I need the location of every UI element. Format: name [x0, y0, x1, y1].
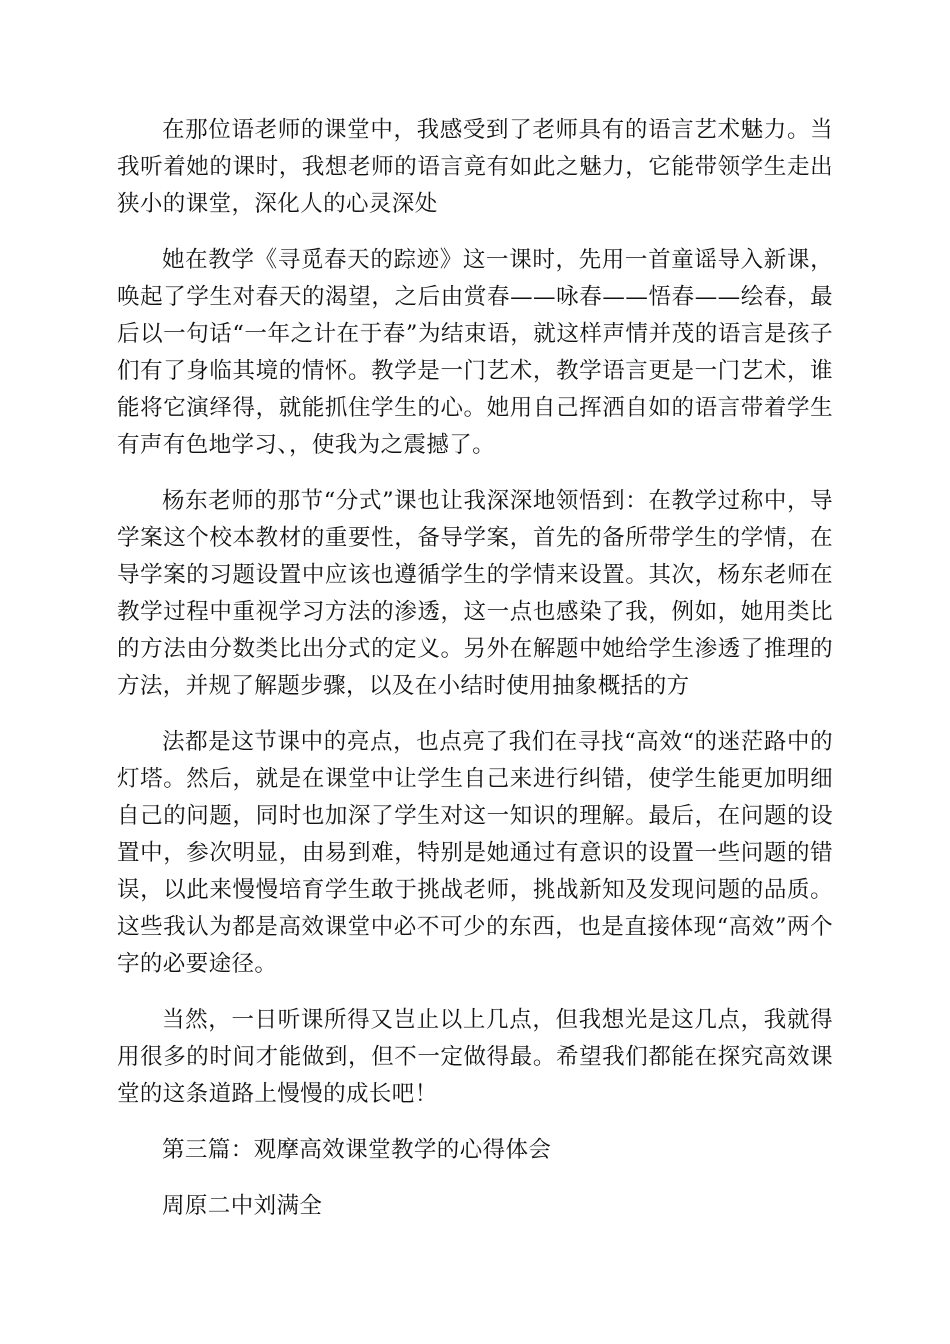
author-line: 周原二中刘满全: [162, 1193, 323, 1219]
paragraph-1: 在那位语老师的课堂中，我感受到了老师具有的语言艺术魅力。当我听着她的课时，我想老师的语言竟有如此之魅力，它能带领学生走出狭小的课堂，深化人的心灵深处: [117, 117, 833, 217]
paragraph-2: 她在教学《寻觅春天的踪迹》这一课时，先用一首童谣导入新课，唤起了学生对春天的渴望，之后由赏春——咏春——悟春——绘春，最后以一句话“一年之计在于春”为结束语，就这样声情并茂的语言是孩子们有了身临其境的情怀。教学是一门艺术，教学语言更是一门艺术，谁能将它演绎得，就能抓住学生的心。她用自己挥洒自如的语言带着学生有声有色地学习、，使我为之震撼了。: [117, 247, 833, 458]
paragraph-4: 法都是这节课中的亮点，也点亮了我们在寻找“高效“的迷茫路中的灯塔。然后，就是在课堂中让学生自己来进行纠错，使学生能更加明细自己的问题，同时也加深了学生对这一知识的理解。最后，在问题的设置中，参次明显，由易到难，特别是她通过有意识的设置一些问题的错误，以此来慢慢培育学生敢于挑战老师，挑战新知及发现问题的品质。这些我认为都是高效课堂中必不可少的东西，也是直接体现“高效”两个字的必要途径。: [117, 729, 833, 977]
paragraph-3: 杨东老师的那节“分式”课也让我深深地领悟到：在教学过称中，导学案这个校本教材的重要性，备导学案，首先的备所带学生的学情，在导学案的习题设置中应该也遵循学生的学情来设置。其次，杨东老师在教学过程中重视学习方法的渗透，这一点也感染了我，例如，她用类比的方法由分数类比出分式的定义。另外在解题中她给学生渗透了推理的方法，并规了解题步骤，以及在小结时使用抽象概括的方: [117, 488, 833, 699]
paragraph-5: 当然，一日听课所得又岂止以上几点，但我想光是这几点，我就得用很多的时间才能做到，但不一定做得最。希望我们都能在探究高效课堂的这条道路上慢慢的成长吧！: [117, 1007, 833, 1107]
document-page: [117, 112, 833, 1244]
section-heading: 第三篇：观摩高效课堂教学的心得体会: [162, 1137, 552, 1163]
